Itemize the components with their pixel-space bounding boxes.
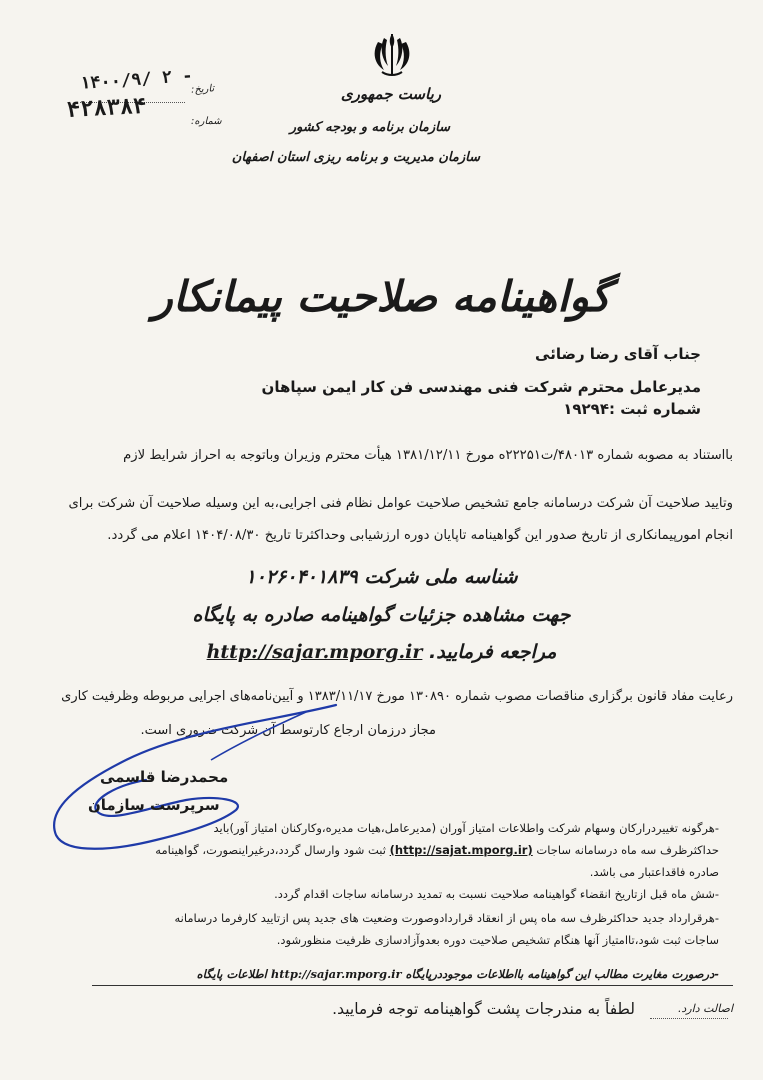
regulation-line-1: رعایت مفاد قانون برگزاری مناقصات مصوب شماره ۱۳۰۸۹۰ مورخ ۱۳۸۳/۱۱/۱۷ و آیین‌نامه‌های اجرایی مربوطه وظرفیت کاری (61, 689, 733, 704)
authenticity-dotted-line (650, 1018, 728, 1019)
footer-divider (92, 985, 733, 986)
note-7 (197, 967, 719, 981)
recipient-name: جناب آقای رضا رضائی (535, 345, 701, 363)
signatory-name: محمدرضا قاسمی (100, 768, 229, 786)
note-5: -هرقرارداد جدید حداکثرظرف سه ماه پس از انعقاد قراردادوصورت وضعیت های جدید پس ازتایید کارفرما درسامانه (174, 911, 719, 925)
note-2-pre: حداکثرظرف سه ماه درسامانه ساجات (536, 843, 719, 857)
body-line-1: بااستناد به مصوبه شماره ۴۸۰۱۳/ت۲۲۲۵۱ه مورخ ۱۳۸۱/۱۲/۱۱ هیأت محترم وزیران وباتوجه به احراز شرایط لازم (123, 448, 733, 463)
note-7-post: اطلاعات پایگاه (196, 967, 267, 981)
header-presidency: ریاست جمهوری (340, 85, 441, 103)
note-2 (155, 843, 719, 857)
authenticity-label: اصالت دارد. (677, 1002, 733, 1015)
note-3: صادره فاقداعتبار می باشد. (589, 865, 719, 879)
date-label: تاریخ: (190, 83, 215, 96)
sajar-link[interactable]: http://sajar.mporg.ir (206, 641, 423, 663)
note-1: -هرگونه تغییردرارکان وسهام شرکت واطلاعات امتیاز آوران (مدیرعامل،هیات مدیره،وکارکنان امتیاز آور)باید (213, 821, 719, 835)
header-province-org: سازمان مدیریت و برنامه ریزی استان اصفهان (231, 150, 480, 165)
refer-suffix: مراجعه فرمایید. (429, 641, 557, 663)
body-line-2: وتایید صلاحیت آن شرکت درسامانه جامع تشخیص صلاحیت عوامل نظام فنی اجرایی،به این وسیله صلاحیت آن شرکت برای (68, 496, 733, 511)
sajat-link[interactable]: (http://sajat.mporg.ir) (389, 843, 533, 857)
footer-note: لطفاً به مندرجات پشت گواهینامه توجه فرمایید. (332, 1000, 635, 1018)
refer-line (0, 641, 763, 663)
sajar-link-2[interactable]: http://sajar.mporg.ir (270, 967, 402, 981)
number-value: ۴۲۸۳۸۴ (66, 93, 148, 124)
national-id: شناسه ملی شرکت ۱۰۲۶۰۴۰۱۸۳۹ (245, 566, 518, 588)
signatory-title: سرپرست سازمان (88, 796, 220, 814)
note-2-post: ثبت شود وارسال گردد،درغیراینصورت، گواهینامه (155, 843, 386, 857)
registration-number: شماره ثبت :۱۹۲۹۴ (563, 400, 701, 418)
note-6: ساجات ثبت شود،تاامتیاز آنها هنگام تشخیص صلاحیت دوره بعدوآزادسازی ظرفیت منظورشود. (276, 933, 719, 947)
header-budget-org: سازمان برنامه و بودجه کشور (289, 120, 450, 135)
regulation-line-2: مجاز درزمان ارجاع کارتوسط آن شرکت ضروری است. (140, 723, 436, 738)
note-7-pre: -درصورت مغایرت مطالب این گواهینامه بااطلاعات موجوددرپایگاه (405, 967, 719, 981)
iran-emblem-icon (370, 30, 414, 78)
recipient-position: مدیرعامل محترم شرکت فنی مهندسی فن کار ایمن سپاهان (261, 378, 701, 396)
body-line-3: انجام امورپیمانکاری از تاریخ صدور این گواهینامه تاپایان دوره ارزشیابی وحداکثرتا تاریخ ۱۴۰۴/۰۸/۳۰ اعلام می گردد. (107, 528, 733, 543)
document-title: گواهینامه صلاحیت پیمانکار (152, 272, 611, 321)
see-details-text: جهت مشاهده جزئیات گواهینامه صادره به پایگاه (192, 604, 571, 626)
date-value: ۱۴۰۰/۹/ ۲ - (79, 66, 194, 94)
note-4: -شش ماه قبل ازتاریخ انقضاء گواهینامه صلاحیت نسبت به تمدید درسامانه ساجات اقدام گردد. (274, 887, 719, 901)
number-label: شماره: (191, 116, 222, 127)
